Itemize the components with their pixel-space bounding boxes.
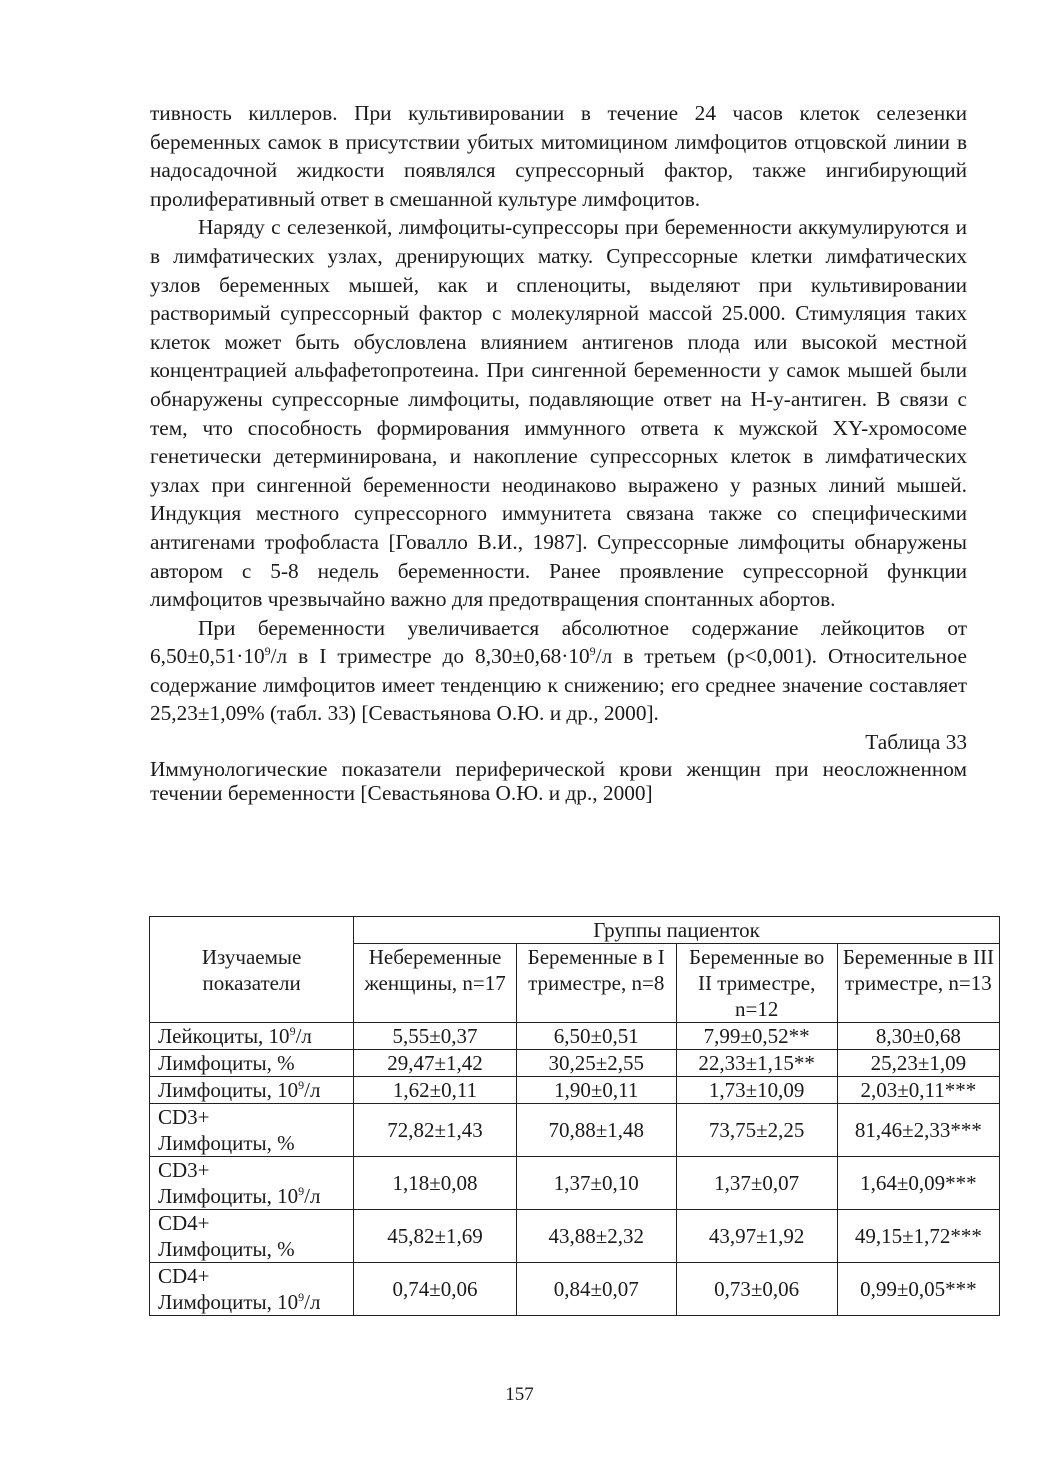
table-cell: 29,47±1,42 [354,1050,517,1077]
text-run: /л в I триместре до 8,30±0,68·10 [270,644,590,669]
text-run: тивность киллеров. При культивировании в течение 24 часов клеток селезенки беременных самок в присутствии убитых митомицином лимфоцитов отцовской линии в надосадочной жидкости появлялся супрессорный фактор, также ингибирующий пролиферативный ответ в смешанной культуре лимфоцитов. [150,101,967,211]
column-header: Небеременные женщины, n=17 [354,944,517,1023]
paragraph [150,614,967,728]
param-header: Изучаемые показатели [150,917,354,1023]
text-run: Лимфоциты, 10 [158,1078,299,1102]
page-number: 157 [505,1384,534,1405]
paragraph [150,99,967,213]
table-cell: 5,55±0,37 [354,1023,517,1050]
superscript: 9 [298,1078,305,1092]
row-label [150,1104,354,1157]
text-run: CD4+ [158,1211,210,1235]
table-cell: 45,82±1,69 [354,1210,517,1263]
superscript: 9 [289,1024,296,1038]
text-run: /л [304,1290,321,1314]
table-row [150,1104,1000,1157]
table-cell: 1,90±0,11 [516,1077,676,1104]
row-label [150,1023,354,1050]
table-cell: 7,99±0,52** [676,1023,837,1050]
table-cell: 0,99±0,05*** [837,1263,999,1316]
text-run: Лимфоциты, % [158,1237,295,1261]
table-header-row [150,917,1000,944]
table-body [150,1023,1000,1316]
table-cell: 0,84±0,07 [516,1263,676,1316]
table-cell: 72,82±1,43 [354,1104,517,1157]
text-run: /л [304,1078,321,1102]
table-cell: 0,74±0,06 [354,1263,517,1316]
table-cell: 43,97±1,92 [676,1210,837,1263]
text-run: CD3+ [158,1105,210,1129]
table-cell: 1,62±0,11 [354,1077,517,1104]
text-run: CD4+ [158,1264,210,1288]
column-header: Беременные в III триместре, n=13 [837,944,999,1023]
text-run: /л [295,1024,312,1048]
row-label [150,1050,354,1077]
column-header: Беременные в I триместре, n=8 [516,944,676,1023]
text-run: CD3+ [158,1158,210,1182]
paragraph [150,213,967,613]
text-run: Лимфоциты, % [158,1051,295,1075]
table-row [150,1050,1000,1077]
text-run: При беременности увеличивается абсолютное содержание лейкоцитов от 6,50±0,51·10 [150,615,967,669]
superscript: 9 [298,1184,305,1198]
table-cell: 1,73±10,09 [676,1077,837,1104]
table-row [150,1210,1000,1263]
text-run: /л в третьем (р<0,001). Относительное содержание лимфоцитов имеет тенденцию к снижению; его среднее значение составляет 25,23±1,09% (табл. 33) [Севастьянова О.Ю. и др., 2000]. [150,644,967,726]
table-cell: 8,30±0,68 [837,1023,999,1050]
row-label [150,1157,354,1210]
column-header: Беременные во II триместре, n=12 [676,944,837,1023]
table-cell: 1,37±0,10 [516,1157,676,1210]
data-table [149,916,1000,1316]
table-cell: 81,46±2,33*** [837,1104,999,1157]
row-label [150,1263,354,1316]
table-row [150,1077,1000,1104]
table-cell: 6,50±0,51 [516,1023,676,1050]
table-cell: 73,75±2,25 [676,1104,837,1157]
body-text [150,99,967,728]
table-number: Таблица 33 [865,730,967,755]
table-cell: 25,23±1,09 [837,1050,999,1077]
table-cell: 1,18±0,08 [354,1157,517,1210]
row-label [150,1210,354,1263]
text-run: Лейкоциты, 10 [158,1024,290,1048]
table-cell: 30,25±2,55 [516,1050,676,1077]
table-row [150,1157,1000,1210]
table-row [150,1023,1000,1050]
row-label [150,1077,354,1104]
page-body [150,99,967,805]
table-cell: 0,73±0,06 [676,1263,837,1316]
table-cell: 70,88±1,48 [516,1104,676,1157]
superscript: 9 [298,1290,305,1304]
table-row [150,1263,1000,1316]
table-cell: 22,33±1,15** [676,1050,837,1077]
text-run: Лимфоциты, 10 [158,1184,299,1208]
text-run: Наряду с селезенкой, лимфоциты-супрессоры при беременности аккумулируются и в лимфатических узлах, дренирующих матку. Супрессорные клетки лимфатических узлов беременных мышей, как и спленоциты, выделяют при культивировании растворимый супрессорный фактор с молекулярной массой 25.000. Стимуляция таких клеток может быть обусловлена влиянием антигенов плода или высокой местной концентрацией альфафетопротеина. При сингенной беременности у самок мышей были обнаружены супрессорные лимфоциты, подавляющие ответ на Н-у-антиген. В связи с тем, что способность формирования иммунного ответа к мужской XY-хромосоме генетически детерминирована, и накопление супрессорных клеток в лимфатических узлах при сингенной беременности неодинаково выражено у разных линий мышей. Индукция местного супрессорного иммунитета связана также со специфическими антигенами трофобласта [Говалло В.И., 1987]. Супрессорные лимфоциты обнаружены автором с 5-8 недель беременности. Ранее проявление супрессорной функции лимфоцитов чрезвычайно важно для предотвращения спонтанных абортов. [150,215,967,612]
group-header: Группы пациенток [354,917,1000,944]
text-run: /л [304,1184,321,1208]
table-cell: 49,15±1,72*** [837,1210,999,1263]
table-cell: 1,37±0,07 [676,1157,837,1210]
table-cell: 2,03±0,11*** [837,1077,999,1104]
table-cell: 1,64±0,09*** [837,1157,999,1210]
table-cell: 43,88±2,32 [516,1210,676,1263]
text-run: Лимфоциты, % [158,1131,295,1155]
text-run: Лимфоциты, 10 [158,1290,299,1314]
superscript: 9 [589,644,596,659]
superscript: 9 [264,644,271,659]
table-title: Иммунологические показатели периферической крови женщин при неосложненном течении беременности [Севастьянова О.Ю. и др., 2000] [150,756,967,805]
